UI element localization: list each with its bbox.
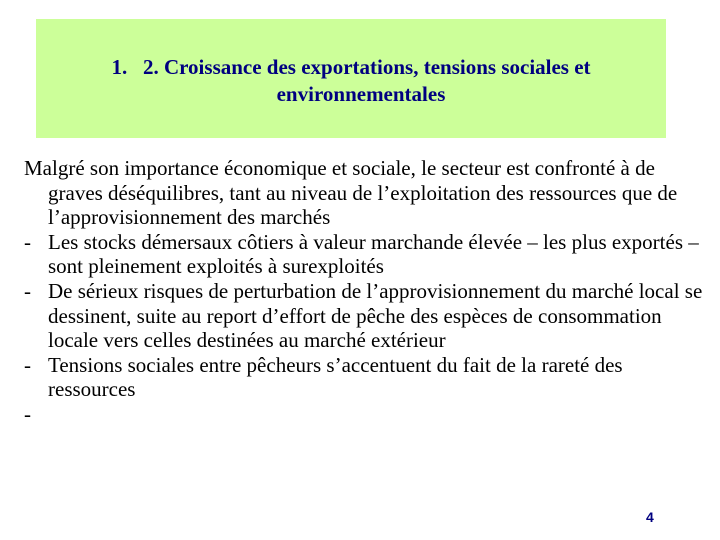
- slide-title: [36, 54, 666, 108]
- title-line-2: environnementales: [276, 82, 446, 106]
- bullet-dash: -: [24, 278, 31, 303]
- list-item: [24, 279, 704, 353]
- list-item: [24, 402, 704, 427]
- title-number: 1.: [111, 55, 128, 79]
- list-item: [24, 230, 704, 279]
- list-item-text: Les stocks démersaux côtiers à valeur marchande élevée – les plus exportés – sont pleinement exploités à surexploités: [48, 229, 699, 279]
- title-box: [36, 19, 666, 138]
- bullet-dash: -: [24, 352, 31, 377]
- list-item: [24, 353, 704, 402]
- bullet-dash: -: [24, 229, 31, 254]
- list-item-text: Tensions sociales entre pêcheurs s’accentuent du fait de la rareté des ressources: [48, 352, 623, 402]
- list-item-text: De sérieux risques de perturbation de l’approvisionnement du marché local se dessinent, suite au report d’effort de pêche des espèces de consommation locale vers celles destinées au marché extérieur: [48, 278, 703, 353]
- list-item-text: [48, 402, 704, 427]
- slide-body: [24, 156, 704, 427]
- title-line-1: 2. Croissance des exportations, tensions sociales et: [142, 55, 591, 79]
- bullet-dash: -: [24, 401, 31, 426]
- intro-paragraph: Malgré son importance économique et sociale, le secteur est confronté à de graves déséquilibres, tant au niveau de l’exploitation des ressources que de l’approvisionnement des marchés: [24, 156, 678, 230]
- page-number: 4: [646, 509, 654, 525]
